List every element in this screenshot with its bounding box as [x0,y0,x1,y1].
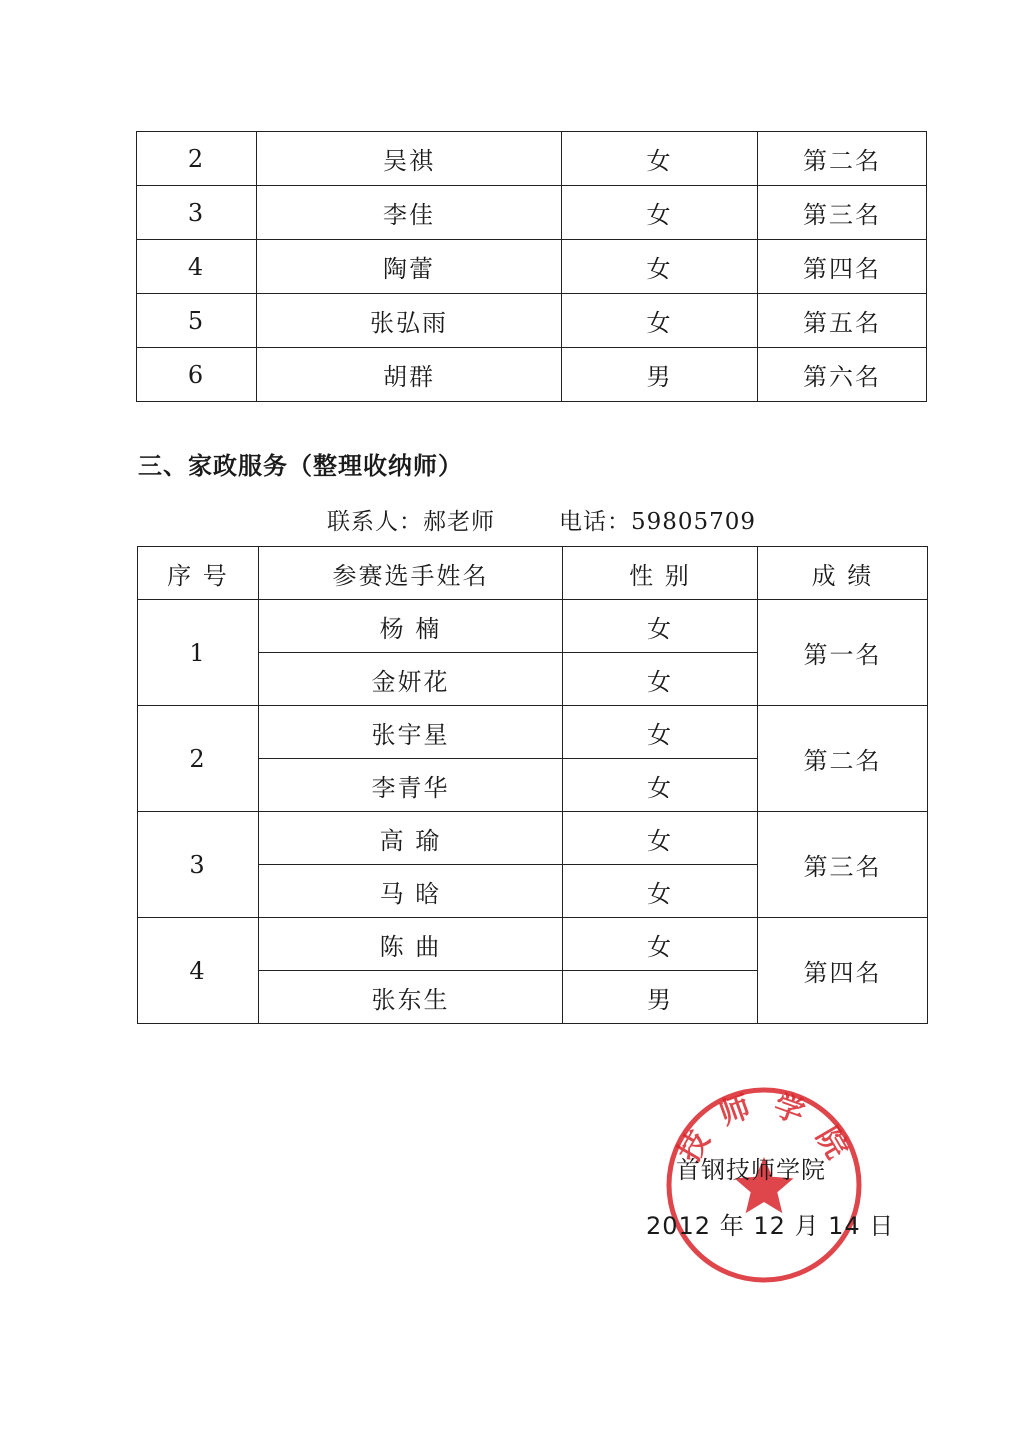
contestant-name: 张弘雨 [257,294,562,348]
table-header-row [138,547,928,600]
contestant-gender: 女 [562,240,758,294]
contestant-gender: 女 [563,653,758,706]
rank-number: 2 [137,132,257,186]
rank-number: 4 [138,918,259,1024]
section-heading: 三、家政服务（整理收纳师） [138,452,463,480]
contestant-gender: 女 [563,759,758,812]
contestant-gender: 女 [563,706,758,759]
header-result: 成 绩 [758,547,928,600]
contestant-gender: 女 [563,600,758,653]
contestant-result: 第三名 [758,812,928,918]
contestant-name: 陈 曲 [259,918,563,971]
contact-phone: 电话：59805709 [559,509,757,535]
table-row [138,812,928,865]
contestant-result: 第五名 [758,294,927,348]
contestant-name: 李佳 [257,186,562,240]
rank-number: 6 [137,348,257,402]
rank-number: 4 [137,240,257,294]
contestant-name: 陶蕾 [257,240,562,294]
rank-number: 5 [137,294,257,348]
contestant-name: 金妍花 [259,653,563,706]
contestant-result: 第四名 [758,918,928,1024]
contestant-name: 李青华 [259,759,563,812]
contestant-name: 张宇星 [259,706,563,759]
rank-number: 3 [138,812,259,918]
contestant-gender: 女 [563,812,758,865]
contestant-gender: 女 [563,918,758,971]
table-row [138,600,928,653]
contestant-result: 第三名 [758,186,927,240]
header-name: 参赛选手姓名 [259,547,563,600]
signature-organization: 首钢技师学院 [676,1156,826,1184]
header-gender: 性 别 [563,547,758,600]
official-seal-stamp [664,1085,864,1285]
contestant-gender: 女 [563,865,758,918]
contestant-result: 第二名 [758,132,927,186]
contact-line [327,503,756,536]
contestant-gender: 女 [562,186,758,240]
signature-date: 2012 年 12 月 14 日 [646,1212,895,1240]
table-row [138,706,928,759]
table-row [138,918,928,971]
table-row [137,348,927,402]
contestant-gender: 男 [563,971,758,1024]
contestant-gender: 男 [562,348,758,402]
contestant-result: 第一名 [758,600,928,706]
contestant-result: 第二名 [758,706,928,812]
table-row [137,132,927,186]
contestant-name: 胡群 [257,348,562,402]
contestant-name: 吴祺 [257,132,562,186]
contestant-result: 第四名 [758,240,927,294]
contestant-name: 高 瑜 [259,812,563,865]
table-row [137,240,927,294]
rank-number: 2 [138,706,259,812]
seal-text: 技 师 学 院 [671,1087,857,1169]
rank-number: 3 [137,186,257,240]
contestant-gender: 女 [562,132,758,186]
table-row [137,186,927,240]
contestant-name: 马 晗 [259,865,563,918]
contestant-name: 张东生 [259,971,563,1024]
header-no: 序 号 [138,547,259,600]
results-table-continued [136,131,927,402]
results-table-housekeeping [137,546,928,1024]
rank-number: 1 [138,600,259,706]
table-row [137,294,927,348]
contact-person: 联系人：郝老师 [327,509,495,535]
contestant-result: 第六名 [758,348,927,402]
contestant-name: 杨 楠 [259,600,563,653]
contestant-gender: 女 [562,294,758,348]
